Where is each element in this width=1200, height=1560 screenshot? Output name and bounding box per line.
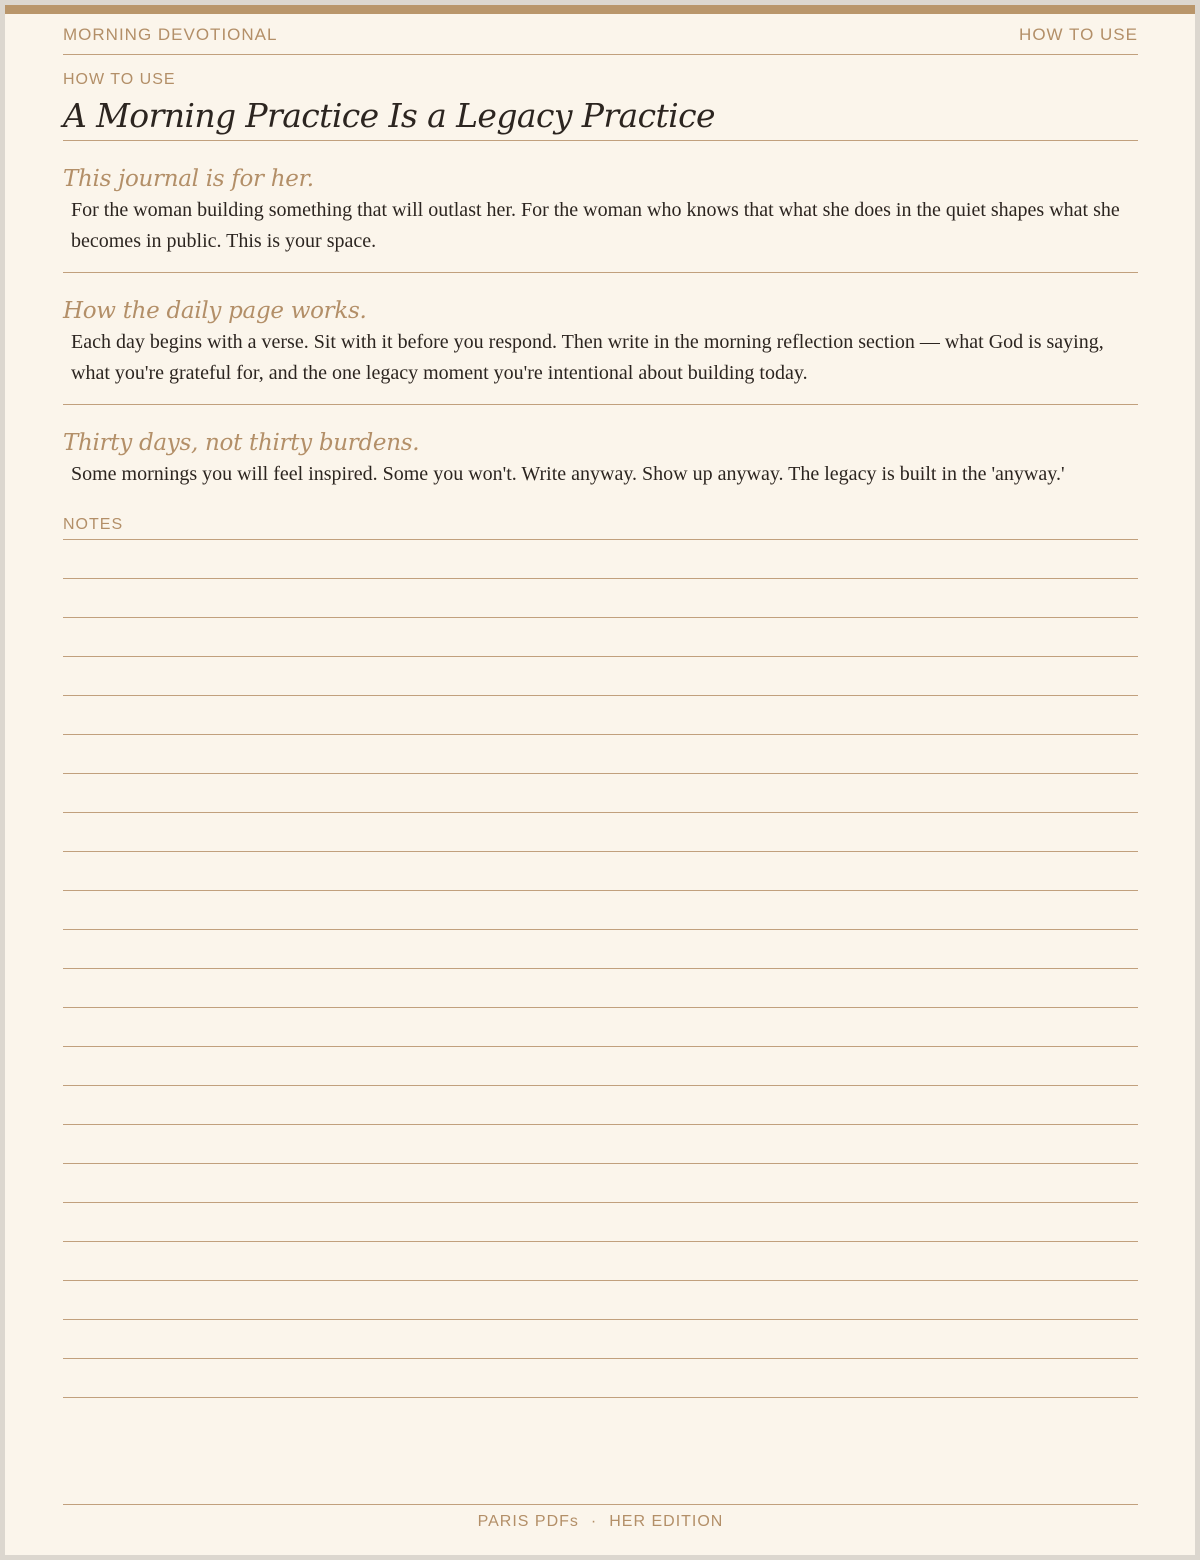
note-line[interactable] [63,930,1138,969]
top-accent-bar [5,5,1195,14]
note-line[interactable] [63,1359,1138,1398]
footer-edition: HER EDITION [609,1513,724,1530]
footer-separator: · [590,1513,598,1530]
note-line[interactable] [63,1242,1138,1281]
section-heading: How the daily page works. [63,298,367,324]
running-header [63,14,1138,55]
note-line[interactable] [63,657,1138,696]
page-title: A Morning Practice Is a Legacy Practice [63,95,1138,141]
footer-brand: PARIS PDFs [477,1513,579,1530]
note-line[interactable] [63,1086,1138,1125]
section-body: For the woman building something that will outlast her. For the woman who knows that what she does in the quiet shapes what she becomes in public. This is your space. [71,199,1120,252]
section-body: Each day begins with a verse. Sit with it before you respond. Then write in the morning reflection section — what God is saying, what you're grateful for, and the one legacy moment you're intentional about building today. [71,331,1104,384]
running-header-right: HOW TO USE [1019,25,1138,44]
note-line[interactable] [63,813,1138,852]
section-eyebrow: HOW TO USE [63,71,176,88]
page-footer [63,1504,1138,1531]
notes-writing-area[interactable] [63,540,1138,1398]
note-line[interactable] [63,1164,1138,1203]
note-line[interactable] [63,1203,1138,1242]
section-daily-page [63,273,1138,405]
running-header-left: MORNING DEVOTIONAL [63,25,278,44]
note-line[interactable] [63,696,1138,735]
note-line[interactable] [63,579,1138,618]
page-content [63,14,1138,1398]
note-line[interactable] [63,1047,1138,1086]
note-line[interactable] [63,618,1138,657]
section-heading: Thirty days, not thirty burdens. [63,430,420,456]
section-heading: This journal is for her. [63,166,314,192]
section-for-her [63,141,1138,273]
notes-label: NOTES [63,516,1138,540]
note-line[interactable] [63,969,1138,1008]
note-line[interactable] [63,1008,1138,1047]
note-line[interactable] [63,1320,1138,1359]
note-line[interactable] [63,540,1138,579]
journal-page [5,5,1195,1555]
note-line[interactable] [63,852,1138,891]
section-thirty-days [63,405,1138,490]
note-line[interactable] [63,735,1138,774]
note-line[interactable] [63,1281,1138,1320]
section-body: Some mornings you will feel inspired. Some you won't. Write anyway. Show up anyway. The legacy is built in the 'anyway.' [71,463,1065,485]
note-line[interactable] [63,774,1138,813]
note-line[interactable] [63,1125,1138,1164]
note-line[interactable] [63,891,1138,930]
